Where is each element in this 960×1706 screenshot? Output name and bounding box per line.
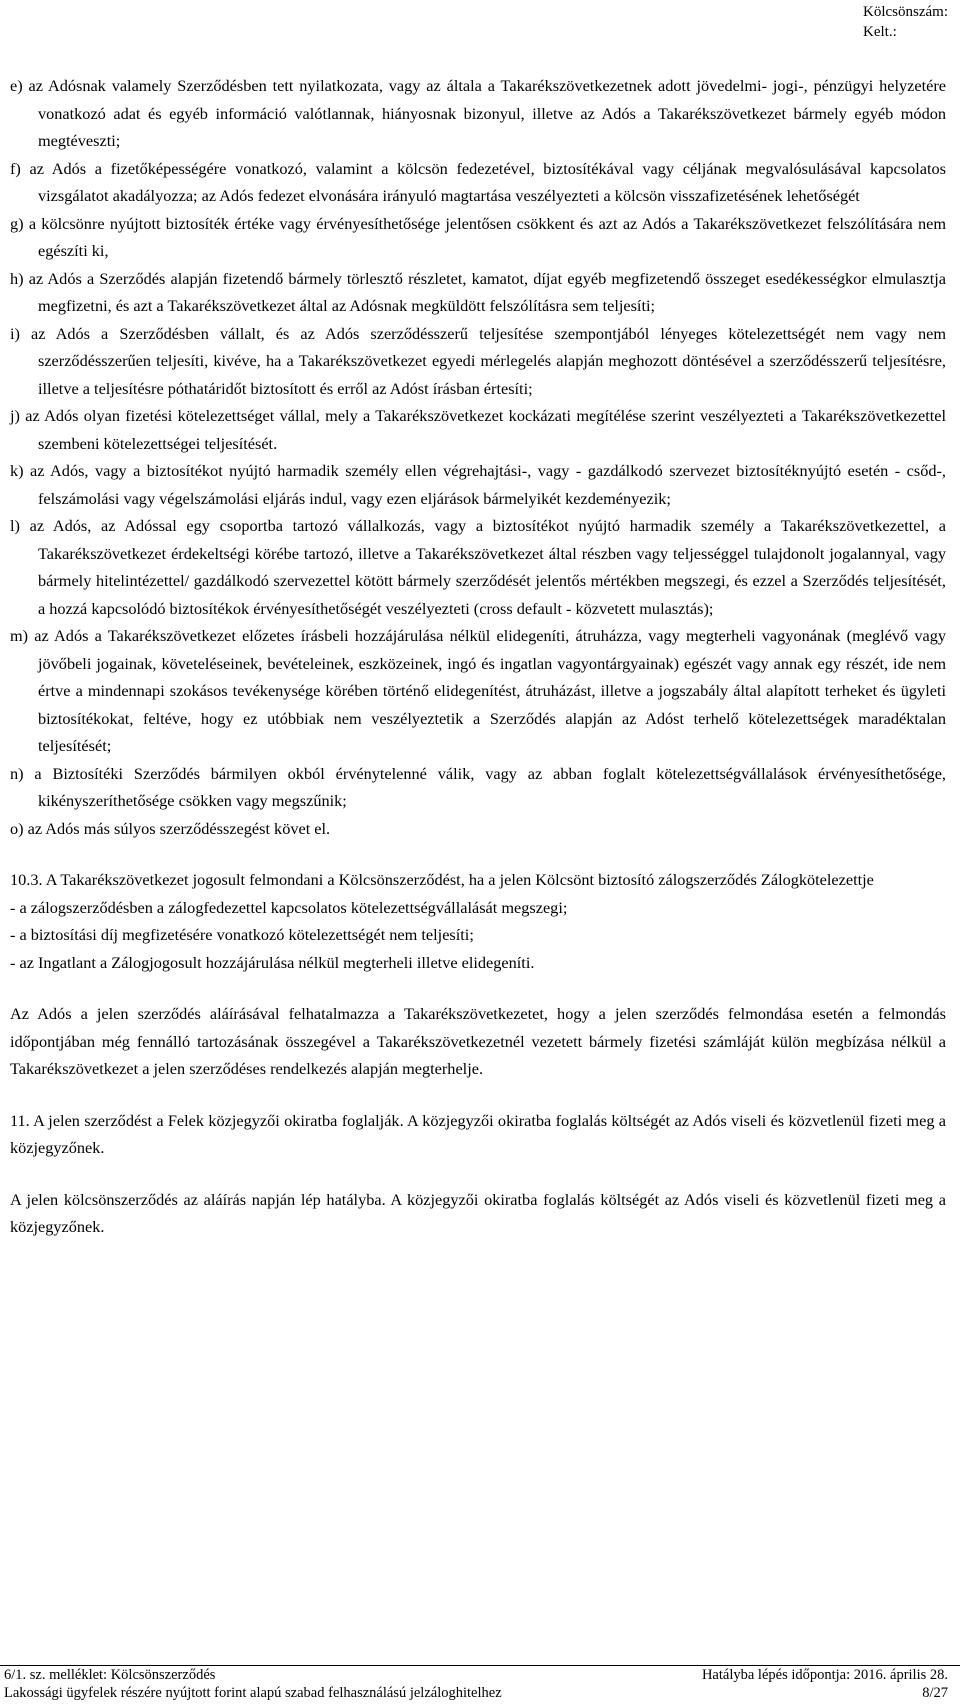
list-item: n) a Biztosítéki Szerződés bármilyen okból érvénytelenné válik, vagy az abban foglalt kötelezettségvállalások érvényesíthetősége, kikényszeríthetősége csökken vagy megszűnik;	[10, 763, 946, 810]
termination-conditions-list	[0, 72, 960, 842]
effective-date-paragraph: A jelen kölcsönszerződés az aláírás napján lép hatályba. A közjegyzői okiratba foglalás költségét az Adós viseli és közvetlenül fizeti meg a közjegyzőnek.	[10, 1189, 946, 1236]
document-header	[863, 2, 948, 42]
list-item: o) az Adós más súlyos szerződésszegést követ el.	[10, 818, 331, 838]
list-item: l) az Adós, az Adóssal egy csoportba tartozó vállalkozás, vagy a biztosítékot nyújtó harmadik személy a Takarékszövetkezettel, a Takarékszövetkezet érdekeltségi körébe tartozó, illetve a Takarékszövetkezet által részben vagy teljességgel tulajdonolt jogalannyal, vagy bármely hitelintézettel/ gazdálkodó szervezettel kötött bármely szerződését jelentős mértékben megszegi, és ezzel a Szerződés teljesítését, a hozzá kapcsolódó biztosítékok érvényesíthetőségét veszélyezteti (cross default - közvetett mulasztás);	[10, 516, 946, 618]
list-item: e) az Adósnak valamely Szerződésben tett nyilatkozata, vagy az általa a Takarékszövetkezetnek adott jövedelmi- jogi-, pénzügyi helyzetére vonatkozó adat és egyéb információ valótlannak, hiányosnak bizonyul, illetve az Adós a Takarékszövetkezet bármely egyéb módon megtéveszti;	[10, 76, 946, 150]
footer-product-label: Lakossági ügyfelek részére nyújtott forint alapú szabad felhasználású jelzáloghitelhez	[4, 1685, 502, 1701]
list-item: g) a kölcsönre nyújtott biztosíték értéke vagy érvényesíthetősége jelentősen csökkent és azt az Adós a Takarékszövetkezet felszólítására nem egészíti ki,	[10, 213, 946, 260]
list-item: h) az Adós a Szerződés alapján fizetendő bármely törlesztő részletet, kamatot, díjat egyéb megfizetendő összeget esedékességkor elmulasztja megfizetni, és azt a Takarékszövetkezet által az Adósnak megküldött felszólításra sem teljesíti;	[10, 268, 946, 315]
list-item: k) az Adós, vagy a biztosítékot nyújtó harmadik személy ellen végrehajtási-, vagy - gazdálkodó szervezet biztosítéknyújtó esetén - csőd-, felszámolási vagy végelszámolási eljárás indul, vagy ezen eljárások bármelyikét kezdeményezik;	[10, 461, 946, 508]
list-item: i) az Adós a Szerződésben vállalt, és az Adós szerződésszerű teljesítése szempontjából lényeges kötelezettségét nem vagy nem szerződésszerűen teljesíti, kivéve, ha a Takarékszövetkezet egyedi mérlegelés alapján meghozott döntésével a szerződésszerű teljesítésre, illetve a teljesítésre póthatáridőt biztosított és erről az Adóst írásban értesíti;	[10, 323, 946, 398]
list-item: f) az Adós a fizetőképességére vonatkozó, valamint a kölcsön fedezetével, biztosítékával vagy céljának megvalósulásával kapcsolatos vizsgálatot akadályozza; az Adós fedezet elvonására irányuló magtartása veszélyezteti a kölcsön visszafizetésének lehetőségét	[10, 158, 946, 205]
bullet-item: - a biztosítási díj megfizetésére vonatkozó kötelezettségét nem teljesíti;	[10, 925, 474, 944]
document-body	[0, 72, 960, 1241]
authorization-paragraph: Az Adós a jelen szerződés aláírásával felhatalmazza a Takarékszövetkezetet, hogy a jelen szerződés felmondása esetén a felmondás időpontjában még fennálló tartozásának összegével a Takarékszövetkezetnél vezetett bármely fizetési számláját külön megbízása nélkül a Takarékszövetkezet a jelen szerződéses rendelkezés alapján megterhelje.	[10, 1004, 946, 1078]
section-10-3-intro: 10.3. A Takarékszövetkezet jogosult felmondani a Kölcsönszerződést, ha a jelen Kölcsönt biztosító zálogszerződés Zálogkötelezettje	[10, 870, 874, 889]
bullet-item: - az Ingatlant a Zálogjogosult hozzájárulása nélkül megterheli illetve elidegeníti.	[10, 952, 535, 972]
page-number: 8/27	[922, 1685, 948, 1701]
list-item: m) az Adós a Takarékszövetkezet előzetes írásbeli hozzájárulása nélkül elidegeníti, átruházza, vagy megterheli vagyonának (meglévő vagy jövőbeli jogainak, követeléseinek, bevételeinek, eszközeinek, ingó és ingatlan vagyontárgyainak) egészét vagy annak egy részét, ide nem értve a mindennapi szokásos tevékenysége körében történő elidegenítést, átruházást, illetve a jogszabály által alapított terheket és ügyleti biztosítékokat, feltéve, hogy ez utóbbiak nem veszélyeztetik a Szerződés alapján az Adóst terhelő kötelezettségek maradéktalan teljesítését;	[10, 626, 946, 755]
footer-appendix-label: 6/1. sz. melléklet: Kölcsönszerződés	[4, 1667, 216, 1683]
document-footer	[0, 1665, 960, 1702]
footer-effective-date: Hatályba lépés időpontja: 2016. április 28.	[701, 1667, 948, 1683]
loan-number-label: Kölcsönszám:	[863, 4, 948, 20]
bullet-item: - a zálogszerződésben a zálogfedezettel kapcsolatos kötelezettségvállalását megszegi;	[10, 897, 568, 917]
section-10-3	[0, 866, 960, 976]
list-item: j) az Adós olyan fizetési kötelezettséget vállal, mely a Takarékszövetkezet kockázati megítélése szerint veszélyezteti a Takarékszövetkezettel szembeni kötelezettségei teljesítését.	[10, 406, 946, 453]
section-11-paragraph: 11. A jelen szerződést a Felek közjegyzői okiratba foglalják. A közjegyzői okiratba foglalás költségét az Adós viseli és közvetlenül fizeti meg a közjegyzőnek.	[10, 1110, 946, 1157]
date-label: Kelt.:	[863, 24, 897, 40]
